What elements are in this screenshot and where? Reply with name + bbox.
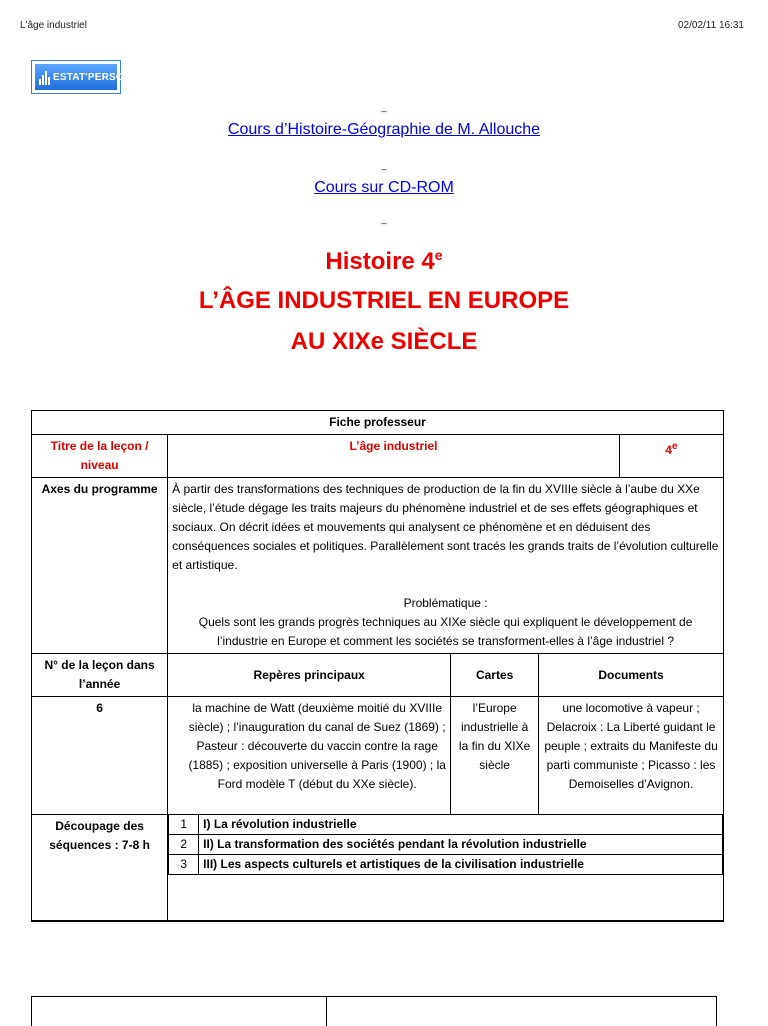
heading-histoire-text: Histoire 4 xyxy=(325,248,435,275)
cdrom-link[interactable]: Cours sur CD-ROM xyxy=(314,179,454,196)
level-value: 4 xyxy=(665,443,672,457)
sequence-number: 2 xyxy=(169,835,199,855)
print-header-datetime: 02/02/11 16:31 xyxy=(678,20,744,31)
heading-title-line1: L’ÂGE INDUSTRIEL EN EUROPE xyxy=(198,287,570,314)
sheet-caption: Fiche professeur xyxy=(32,411,723,435)
sequence-title: II) La transformation des sociétés pendant la révolution industrielle xyxy=(199,835,723,855)
lesson-sheet-table xyxy=(31,410,724,922)
sequence-title: III) Les aspects culturels et artistiques de la civilisation industrielle xyxy=(199,855,723,875)
axes-label: Axes du programme xyxy=(32,478,168,654)
separator: _ xyxy=(381,160,387,170)
titre-value: L’âge industriel xyxy=(168,435,620,478)
sequence-number: 3 xyxy=(169,855,199,875)
sequences-list xyxy=(168,815,723,875)
logo-badge xyxy=(35,64,131,90)
sequence-row xyxy=(169,835,723,855)
lesson-number: 6 xyxy=(32,697,168,815)
estat-logo[interactable] xyxy=(31,60,131,94)
separator: _ xyxy=(381,102,387,112)
documents-header: Documents xyxy=(539,654,723,697)
bar-chart-icon xyxy=(39,69,50,85)
sequences-label: Découpage des séquences : 7-8 h xyxy=(32,815,168,921)
sequence-number: 1 xyxy=(169,815,199,835)
heading-histoire-sup: e xyxy=(434,247,443,263)
heading-title-line2: AU XIXe SIÈCLE xyxy=(290,328,478,355)
course-link[interactable]: Cours d’Histoire-Géographie de M. Allouche xyxy=(227,121,541,138)
sequence-row xyxy=(169,855,723,875)
reperes-header: Repères principaux xyxy=(168,654,451,697)
cartes-text: l’Europe industrielle à la fin du XIXe siècle xyxy=(451,697,539,815)
table-divider xyxy=(326,997,327,1026)
num-lecon-label: N° de la leçon dans l’année xyxy=(32,654,168,697)
level-sup: e xyxy=(671,441,678,452)
cartes-header: Cartes xyxy=(451,654,539,697)
print-header-title: L'âge industriel xyxy=(20,20,87,31)
level-cell xyxy=(619,435,723,478)
logo-text: ESTAT'PERSOS xyxy=(53,71,131,83)
titre-label: Titre de la leçon / niveau xyxy=(32,435,168,478)
separator: _ xyxy=(381,214,387,224)
reperes-text: la machine de Watt (deuxième moitié du XVIIIe siècle) ; l’inauguration du canal de Suez (1869) ; Pasteur : découverte du vaccin contre la rage (1885) ; exposition universelle à Paris (1900) ; la Ford modèle T (début du XXe siècle). xyxy=(168,697,451,815)
sequence-row xyxy=(169,815,723,835)
sequences-cell xyxy=(168,815,723,921)
documents-text: une locomotive à vapeur ; Delacroix : La Liberté guidant le peuple ; extraits du Manifeste du parti communiste ; Picasso : les Demoiselles d’Avignon. xyxy=(539,697,723,815)
axes-text: À partir des transformations des techniques de production de la fin du XVIIIe siècle à l’aube du XXe siècle, l’étude dégage les traits majeurs du phénomène industriel et de ses effets géographiques et sociaux. On décrit idées et mouvements qui analysent ce phénomène et en déduisent des conséquences sociales et politiques. Parallèlement sont tracés les grands traits de l’évolution culturelle et artistique. xyxy=(172,482,719,572)
sequence-title: I) La révolution industrielle xyxy=(199,815,723,835)
axes-content xyxy=(168,478,723,654)
heading-histoire xyxy=(0,247,768,276)
next-table-fragment xyxy=(31,996,717,1026)
problematique-label: Problématique : xyxy=(403,596,488,610)
problematique-text: Quels sont les grands progrès techniques au XIXe siècle qui expliquent le développement de l’industrie en Europe et comment les sociétés se transforment-elles à l’âge industriel ? xyxy=(198,615,693,648)
